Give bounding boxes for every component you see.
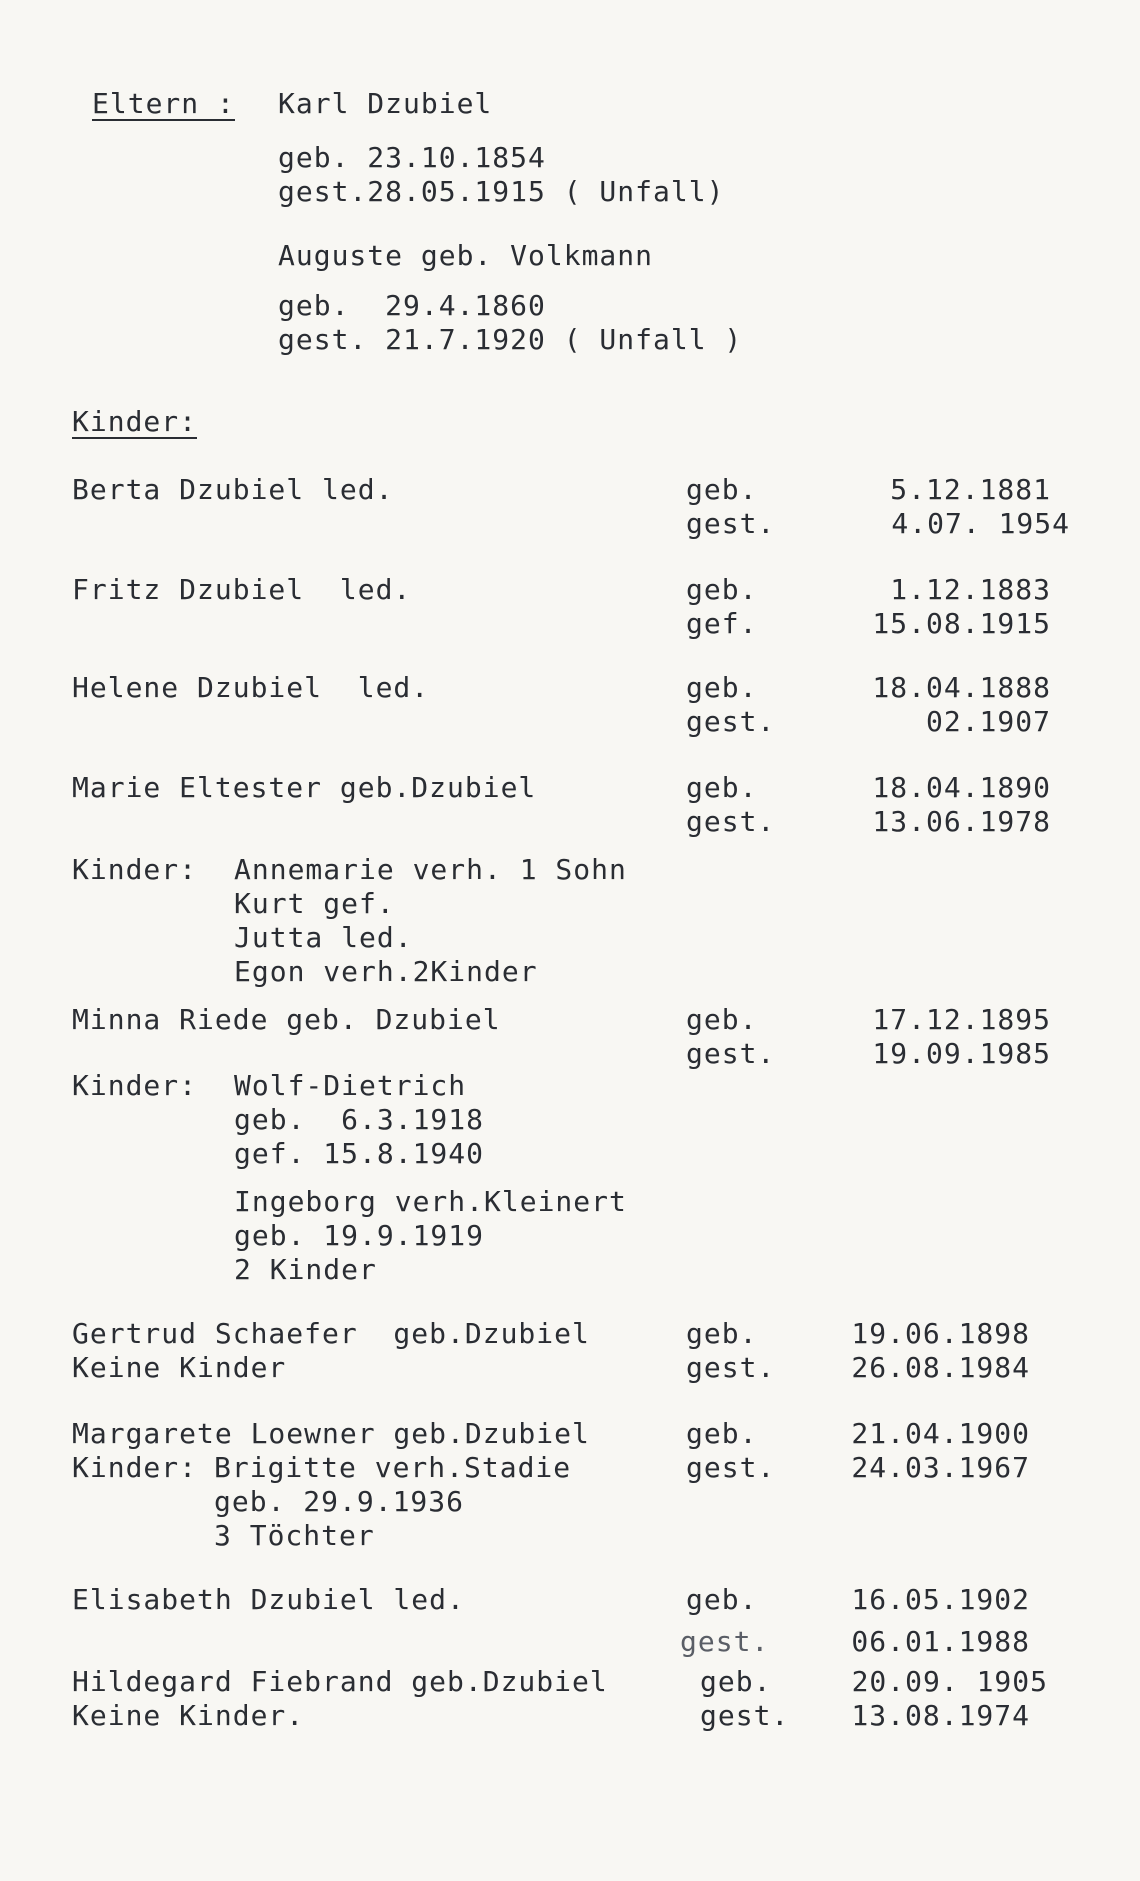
parents-heading: Eltern : xyxy=(92,87,235,120)
child-line: Egon verh.2Kinder xyxy=(234,955,538,988)
children-label: Kinder: xyxy=(72,1451,198,1484)
entry-died-label: gest. xyxy=(686,1451,776,1484)
entry-name: Marie Eltester geb.Dzubiel xyxy=(72,771,537,804)
child-line: Kurt gef. xyxy=(234,887,395,920)
entry-born-date: 18.04.1890 xyxy=(872,771,1051,804)
entry-died-date: 13.06.1978 xyxy=(872,805,1051,838)
child-line: Annemarie verh. 1 Sohn xyxy=(234,853,627,886)
entry-born-label: geb. xyxy=(686,473,758,506)
entry-name: Fritz Dzubiel led. xyxy=(72,573,412,606)
child-line: 2 Kinder xyxy=(234,1253,377,1286)
entry-died-date: 26.08.1984 xyxy=(851,1351,1030,1384)
children-label: Kinder: xyxy=(72,853,198,886)
entry-died-label: gest. xyxy=(686,705,776,738)
child-line: geb. 19.9.1919 xyxy=(234,1219,485,1252)
mother-name: Auguste geb. Volkmann xyxy=(278,239,654,272)
entry-name: Minna Riede geb. Dzubiel xyxy=(72,1003,501,1036)
father-born: geb. 23.10.1854 xyxy=(278,141,546,174)
entry-died-label: gef. xyxy=(686,607,758,640)
entry-died-date: 02.1907 xyxy=(925,705,1051,738)
entry-born-date: 5.12.1881 xyxy=(890,473,1051,506)
entry-name: Margarete Loewner geb.Dzubiel xyxy=(72,1417,590,1450)
entry-died-label: gest. xyxy=(686,1037,776,1070)
entry-born-label: geb. xyxy=(700,1665,772,1698)
mother-died: gest. 21.7.1920 ( Unfall ) xyxy=(278,323,743,356)
child-line: Wolf-Dietrich xyxy=(234,1069,467,1102)
children-heading: Kinder: xyxy=(72,405,198,438)
child-line: Ingeborg verh.Kleinert xyxy=(234,1185,627,1218)
entry-born-label: geb. xyxy=(686,1417,758,1450)
entry-name: Hildegard Fiebrand geb.Dzubiel xyxy=(72,1665,608,1698)
entry-died-label: gest. xyxy=(700,1699,790,1732)
entry-died-date: 4.07. 1954 xyxy=(891,507,1070,540)
child-line: gef. 15.8.1940 xyxy=(234,1137,485,1170)
entry-born-label: geb. xyxy=(686,573,758,606)
entry-name: Gertrud Schaefer geb.Dzubiel xyxy=(72,1317,590,1350)
child-line: 3 Töchter xyxy=(214,1519,375,1552)
hildegard-note: Keine Kinder. xyxy=(72,1699,305,1732)
entry-born-label: geb. xyxy=(686,1003,758,1036)
entry-died-label: gest. xyxy=(686,805,776,838)
entry-died-date: 15.08.1915 xyxy=(872,607,1051,640)
entry-died-label: gest. xyxy=(686,1351,776,1384)
entry-born-label: geb. xyxy=(686,1583,758,1616)
entry-born-date: 21.04.1900 xyxy=(851,1417,1030,1450)
child-line: geb. 29.9.1936 xyxy=(214,1485,465,1518)
entry-died-date: 13.08.1974 xyxy=(851,1699,1030,1732)
entry-died-label: gest. xyxy=(680,1625,770,1658)
father-name: Karl Dzubiel xyxy=(278,87,493,120)
entry-born-date: 19.06.1898 xyxy=(851,1317,1030,1350)
entry-died-label: gest. xyxy=(686,507,776,540)
child-line: Brigitte verh.Stadie xyxy=(214,1451,572,1484)
entry-name: Berta Dzubiel led. xyxy=(72,473,394,506)
entry-born-date: 1.12.1883 xyxy=(890,573,1051,606)
entry-name: Helene Dzubiel led. xyxy=(72,671,430,704)
entry-born-label: geb. xyxy=(686,671,758,704)
entry-died-date: 06.01.1988 xyxy=(851,1625,1030,1658)
entry-died-date: 24.03.1967 xyxy=(851,1451,1030,1484)
entry-name: Elisabeth Dzubiel led. xyxy=(72,1583,465,1616)
father-died: gest.28.05.1915 ( Unfall) xyxy=(278,175,725,208)
entry-born-date: 17.12.1895 xyxy=(872,1003,1051,1036)
entry-born-label: geb. xyxy=(686,771,758,804)
children-label: Kinder: xyxy=(72,1069,198,1102)
gertrud-note: Keine Kinder xyxy=(72,1351,287,1384)
child-line: geb. 6.3.1918 xyxy=(234,1103,485,1136)
entry-born-date: 16.05.1902 xyxy=(851,1583,1030,1616)
child-line: Jutta led. xyxy=(234,921,413,954)
entry-born-date: 18.04.1888 xyxy=(872,671,1051,704)
mother-born: geb. 29.4.1860 xyxy=(278,289,546,322)
entry-born-label: geb. xyxy=(686,1317,758,1350)
entry-died-date: 19.09.1985 xyxy=(872,1037,1051,1070)
entry-born-date: 20.09. 1905 xyxy=(851,1665,1048,1698)
